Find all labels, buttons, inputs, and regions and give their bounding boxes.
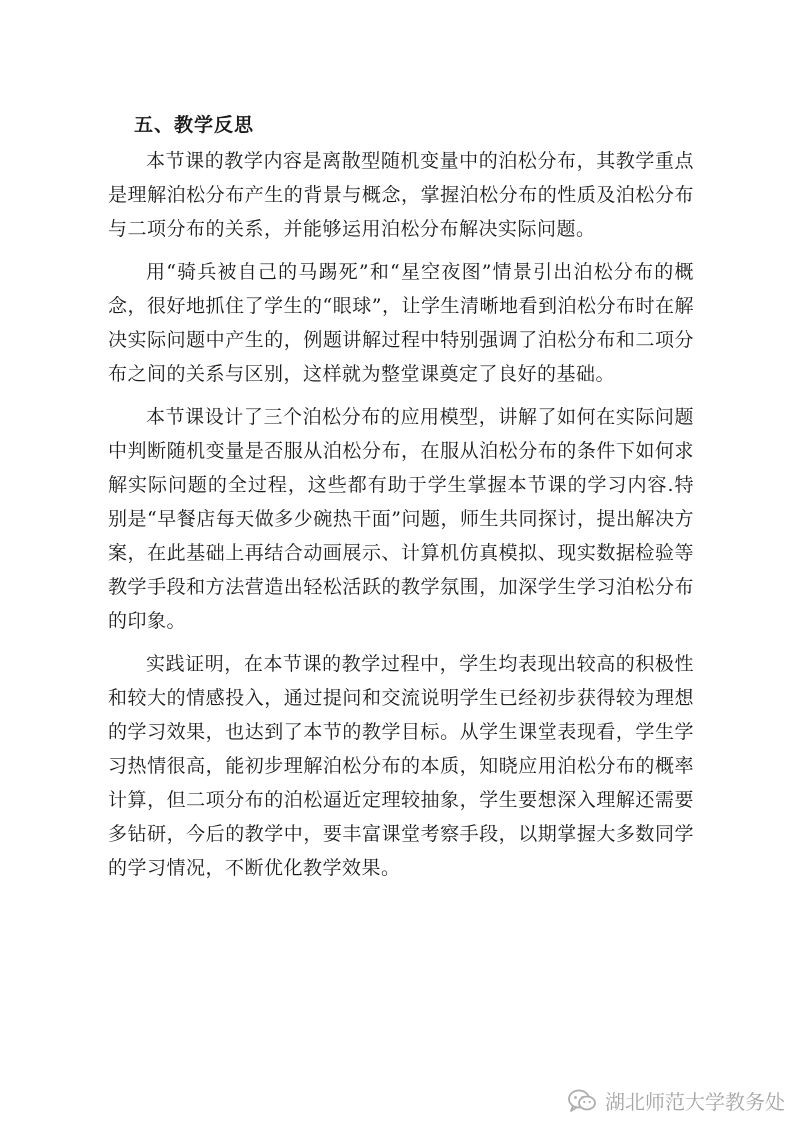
- paragraph-2: 用“骑兵被自己的马踢死”和“星空夜图”情景引出泊松分布的概念，很好地抓住了学生的“眼球”，让学生清晰地看到泊松分布时在解决实际问题中产生的，例题讲解过程中特别强调了泊松分布和二项分布之间的关系与区别，这样就为整堂课奠定了良好的基础。: [108, 261, 694, 385]
- watermark-text: 湖北师范大学教务处: [605, 1090, 785, 1114]
- watermark: [567, 1086, 785, 1115]
- section-heading: 五、教学反思: [134, 114, 255, 136]
- paragraph-3: 本节课设计了三个泊松分布的应用模型，讲解了如何在实际问题中判断随机变量是否服从泊松分布，在服从泊松分布的条件下如何求解实际问题的全过程，这些都有助于学生掌握本节课的学习内容.特别是“早餐店每天做多少碗热干面”问题，师生共同探讨，提出解决方案，在此基础上再结合动画展示、计算机仿真模拟、现实数据检验等教学手段和方法营造出轻松活跃的教学氛围，加深学生学习泊松分布的印象。: [108, 406, 694, 632]
- paragraph-1: 本节课的教学内容是离散型随机变量中的泊松分布，其教学重点是理解泊松分布产生的背景与概念，掌握泊松分布的性质及泊松分布与二项分布的关系，并能够运用泊松分布解决实际问题。: [108, 150, 694, 240]
- paragraph-4: 实践证明，在本节课的教学过程中，学生均表现出较高的积极性和较大的情感投入，通过提问和交流说明学生已经初步获得较为理想的学习效果，也达到了本节的教学目标。从学生课堂表现看，学生学习热情很高，能初步理解泊松分布的本质，知晓应用泊松分布的概率计算，但二项分布的泊松逼近定理较抽象，学生要想深入理解还需要多钻研，今后的教学中，要丰富课堂考察手段，以期掌握大多数同学的学习情况，不断优化教学效果。: [108, 653, 694, 879]
- wechat-icon: [567, 1088, 597, 1114]
- document-body: [108, 106, 694, 894]
